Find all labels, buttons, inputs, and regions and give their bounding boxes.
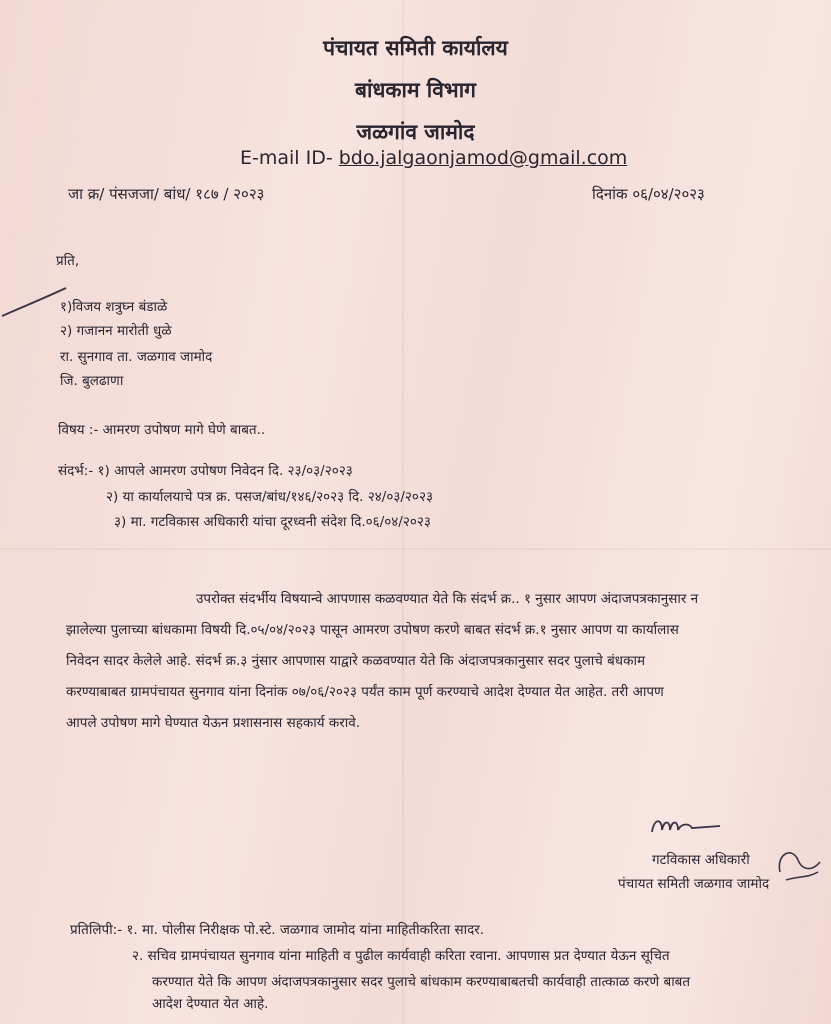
- recipient-line: १)विजय शत्रुघ्न बंडाळे: [60, 299, 168, 315]
- email-address: bdo.jalgaonjamod@gmail.com: [338, 147, 628, 169]
- copy-line: १. मा. पोलीस निरीक्षक पो.स्टे. जळगाव जामोद यांना माहितीकरिता सादर.: [126, 922, 485, 938]
- copy-line: करण्यात येते कि आपण अंदाजपत्रकानुसार सदर पुलाचे बांधकाम करण्याबाबतची कार्यवाही तात्काळ करणे बाबत: [152, 974, 691, 990]
- subject-line: विषय :- आमरण उपोषण मागे घेणे बाबत..: [58, 422, 266, 438]
- signatory-office: पंचायत समिती जळगाव जामोद: [618, 876, 770, 892]
- body-line: झालेल्या पुलाच्या बांधकामा विषयी दि.०५/०४/२०२३ पासून आमरण उपोषण करणे बाबत संदर्भ क्र.१ नुसार आपण या कार्यालास: [66, 622, 679, 638]
- email-line: [240, 147, 627, 169]
- paper-fold-horizontal: [0, 548, 831, 550]
- reference-item: २) या कार्यालयाचे पत्र क्र. पसज/बांध/१४६/२०२३ दि. २४/०३/२०२३: [106, 489, 433, 505]
- pen-tick-mark: [0, 282, 70, 322]
- copies-block: [70, 920, 484, 938]
- reference-item: संदर्भ:- १) आपले आमरण उपोषण निवेदन दि. २३/०३/२०२३: [58, 463, 353, 479]
- place-title: जळगांव जामोद: [356, 120, 475, 144]
- body-line: करण्याबाबत ग्रामपंचायत सुनगाव यांना दिनांक ०७/०६/२०२३ पर्यंत काम पूर्ण करण्याचे आदेश देण्यात येत आहेत. तरी आपण: [66, 684, 664, 700]
- reference-item: ३) मा. गटविकास अधिकारी यांचा दूरध्वनी संदेश दि.०६/०४/२०२३: [114, 514, 431, 530]
- body-line: उपरोक्त संदर्भीय विषयान्वे आपणास कळवण्यात येते कि संदर्भ क्र.. १ नुसार आपण अंदाजपत्रकानुसार न: [196, 591, 699, 607]
- copy-line: आदेश देण्यात येत आहे.: [152, 996, 269, 1012]
- signature: [648, 812, 728, 842]
- office-title: पंचायत समिती कार्यालय: [323, 36, 508, 60]
- letter-date: दिनांक ०६/०४/२०२३: [592, 185, 705, 203]
- copy-line: २. सचिव ग्रामपंचायत सुनगाव यांना माहिती व पुढील कार्यवाही करिता रवाना. आपणास प्रत देण्यात येऊन सूचित: [132, 948, 670, 964]
- signatory-designation: गटविकास अधिकारी: [652, 852, 750, 868]
- recipient-line: २) गजानन मारोती धुळे: [60, 323, 172, 339]
- recipient-line: रा. सुनगाव ता. जळगाव जामोद: [60, 349, 213, 365]
- department-title: बांधकाम विभाग: [355, 78, 476, 102]
- recipient-line: जि. बुलढाणा: [60, 373, 124, 389]
- body-line: आपले उपोषण मागे घेण्यात येऊन प्रशासनास सहकार्य करावे.: [66, 715, 361, 731]
- email-label: E-mail ID-: [240, 147, 333, 169]
- copies-label: प्रतिलिपी:-: [70, 922, 123, 938]
- initials-scrawl: [772, 842, 826, 886]
- reference-number: जा क्र/ पंसजजा/ बांध/ १८७ / २०२३: [68, 185, 265, 203]
- body-line: निवेदन सादर केलेले आहे. संदर्भ क्र.३ नुंसार आपणास याद्वारे कळवण्यात येते कि अंदाजपत्रकानुसार सदर पुलाचे बंधकाम: [66, 653, 646, 669]
- salutation: प्रति,: [56, 253, 80, 269]
